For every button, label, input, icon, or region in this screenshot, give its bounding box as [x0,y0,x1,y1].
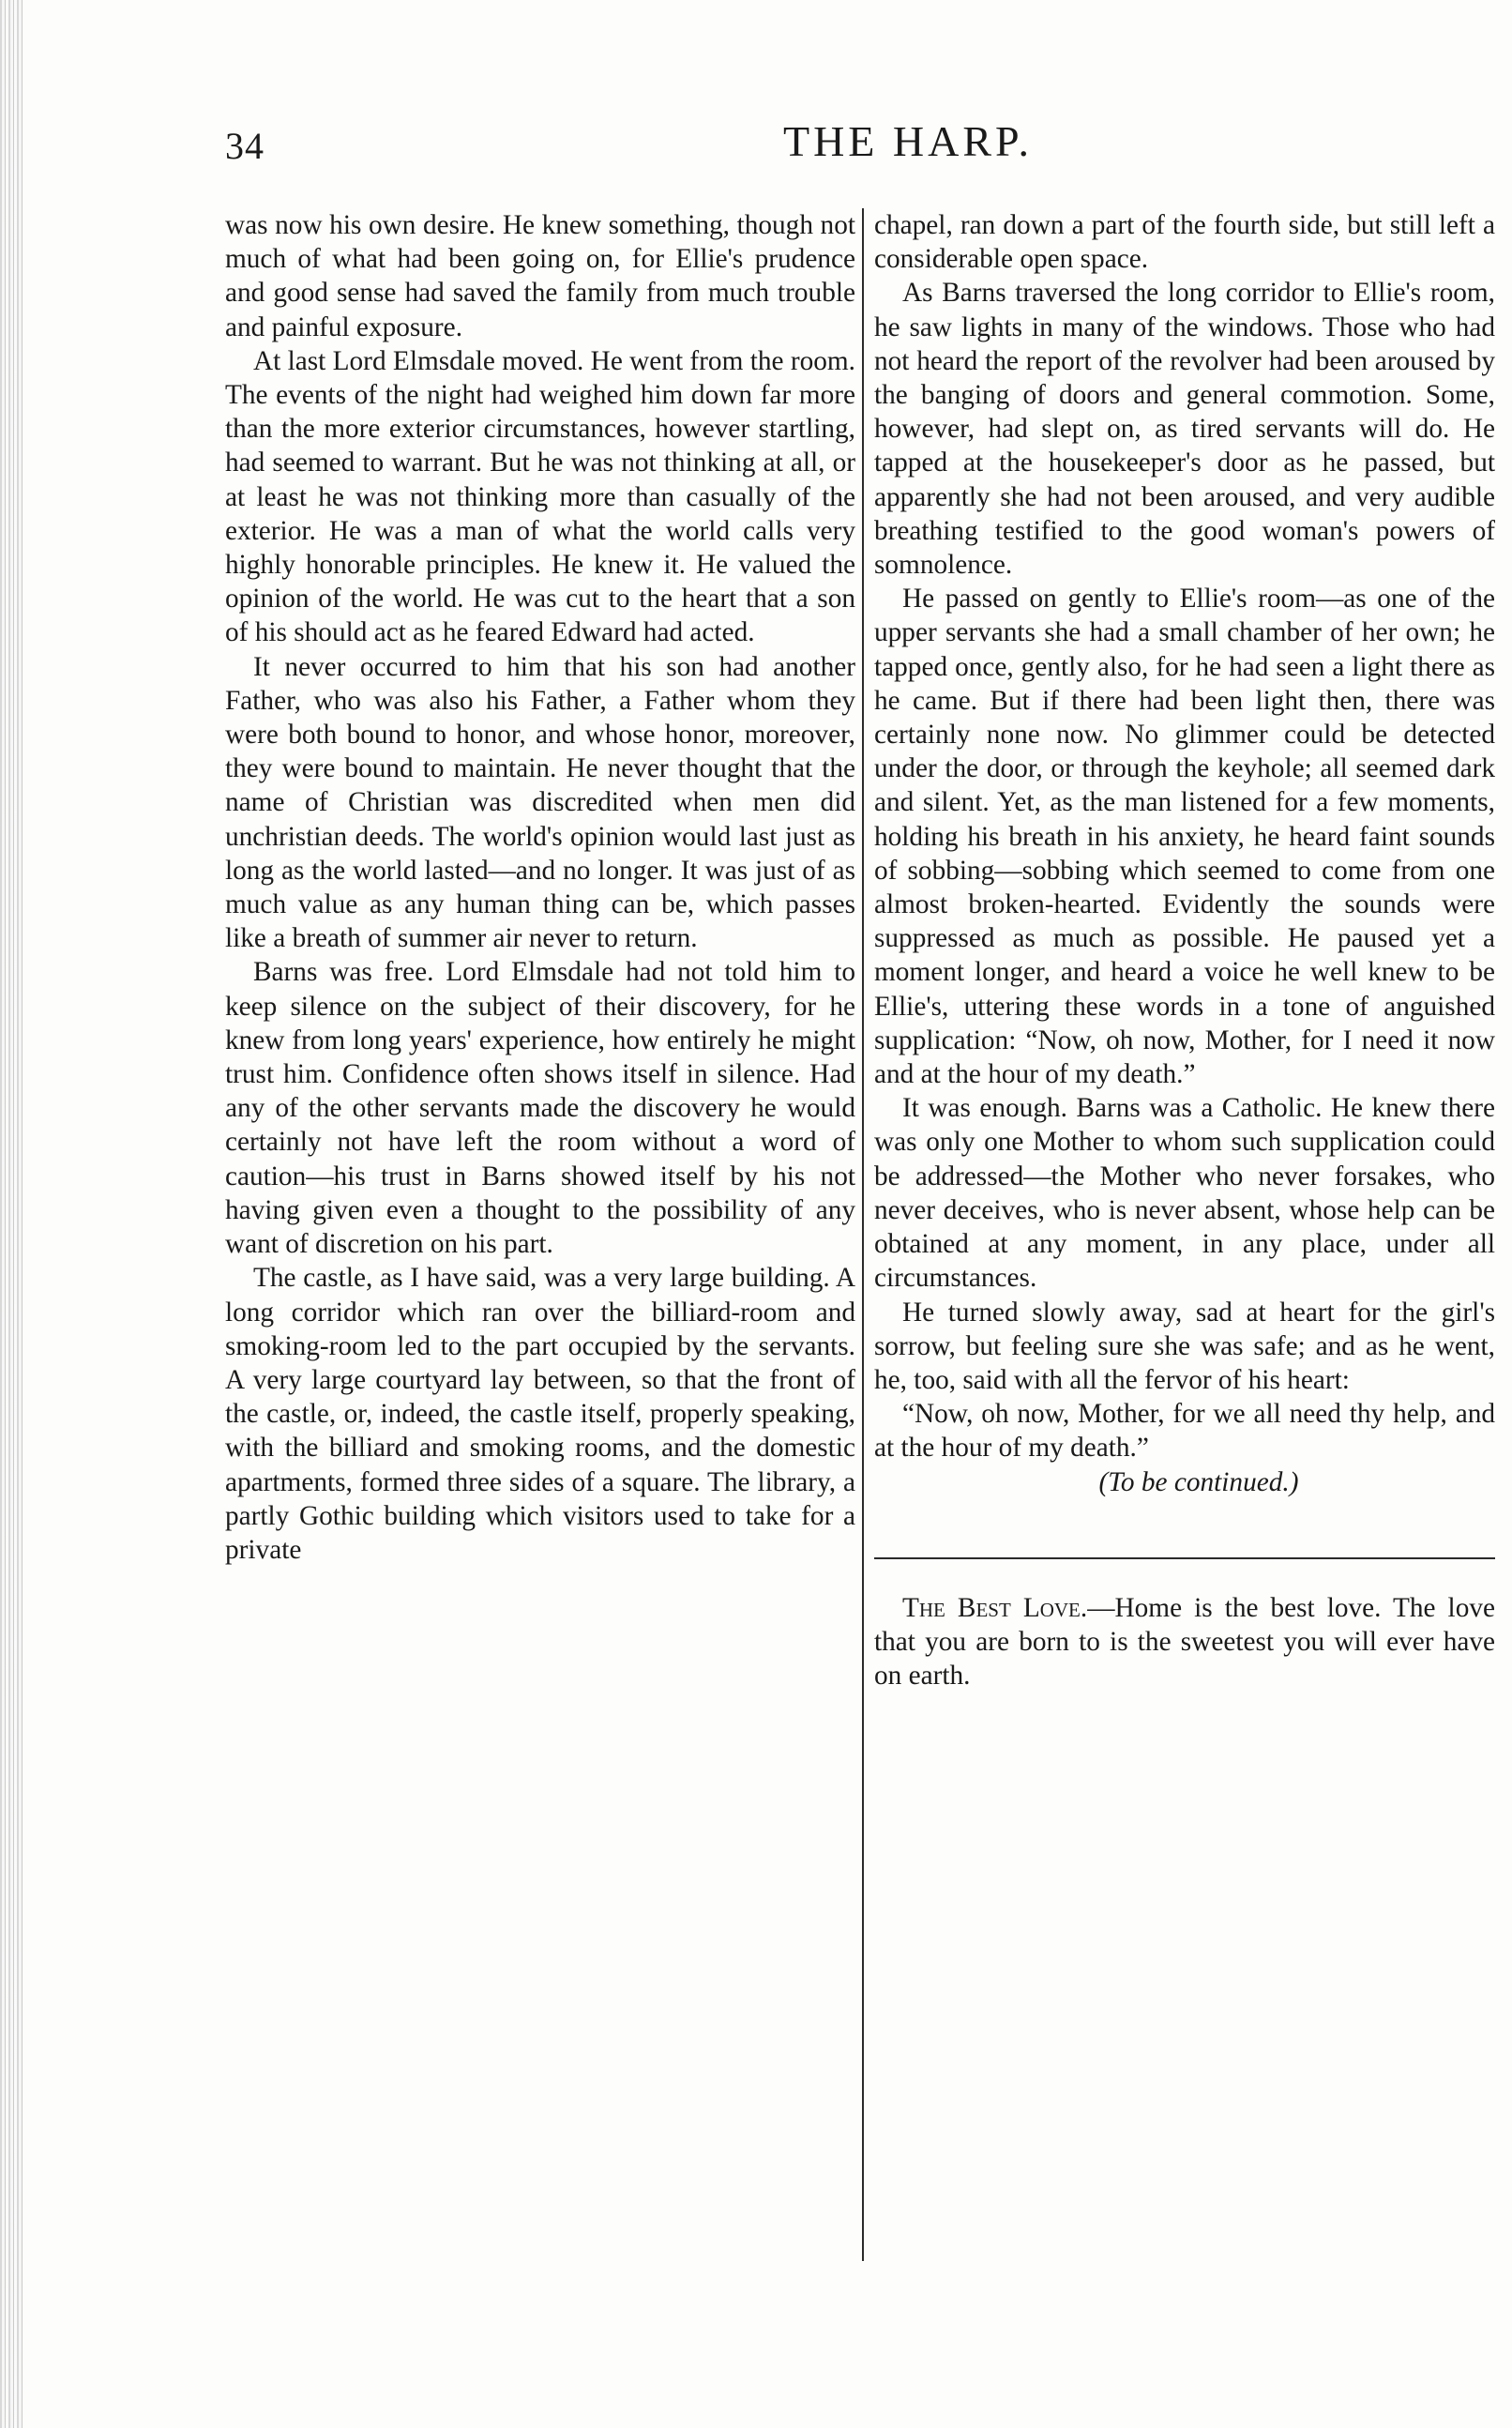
right-column [874,208,1495,1692]
page-number: 34 [225,125,265,167]
section-divider [874,1557,1495,1559]
binding-edge [0,0,23,2428]
paragraph: As Barns traversed the long corridor to Ellie's room, he saw lights in many of the windows. Those who had not heard the report of the revolver had been aroused by the banging of doors and general commotion. Some, however, had slept on, as tired servants will do. He tapped at the housekeeper's door as he passed, but apparently she had not been aroused, and very audible breathing testified to the good woman's powers of somnolence. [874,278,1495,581]
to-be-continued: (To be continued.) [1098,1466,1299,1497]
paragraph: It was enough. Barns was a Catholic. He knew there was only one Mother to whom such supplication could be addressed—the Mother who never forsakes, who never deceives, who is never absent, whose help can be obtained at any moment, in any place, under all circumstances. [874,1093,1495,1294]
paragraph: “Now, oh now, Mother, for we all need thy help, and at the hour of my death.” [874,1399,1495,1464]
page-header [214,116,1499,178]
paragraph: At last Lord Elmsdale moved. He went from the room. The events of the night had weighed him down far more than the more exterior circumstances, however startling, had seemed to warrant. But he was not thinking at all, or at least he was not thinking more than casually of the exterior. He was a man of what the world calls very highly honorable principles. He knew it. He valued the opinion of the world. He was cut to the heart that a son of his should act as he feared Edward had acted. [225,345,855,648]
paragraph: was now his own desire. He knew something, though not much of what had been going on, for Ellie's prudence and good sense had saved the family from much trouble and painful exposure. [225,210,855,342]
best-love-paragraph [874,1591,1495,1693]
best-love-text: —Home is the best love. The love that you are born to is the sweetest you will ever have on earth. [874,1592,1495,1692]
paragraph: chapel, ran down a part of the fourth side, but still left a considerable open space. [874,210,1495,275]
paragraph: He passed on gently to Ellie's room—as one of the upper servants she had a small chamber of her own; he tapped once, gently also, for he had seen a light there as he came. But if there had been light then, there was certainly none now. No glimmer could be detected under the door, or through the keyhole; all seemed dark and silent. Yet, as the man listened for a few moments, holding his breath in his anxiety, he heard faint sounds of sobbing—sobbing which seemed to come from one almost broken-hearted. Evidently the sounds were suppressed as much as possible. He paused yet a moment longer, and heard a voice he well knew to be Ellie's, uttering these words in a tone of anguished supplication: “Now, oh now, Mother, for I need it now and at the hour of my death.” [874,584,1495,1090]
running-title: THE HARP. [782,117,1034,165]
left-column [225,208,855,1567]
paragraph: It never occurred to him that his son had another Father, who was also his Father, a Father whom they were both bound to honor, and whose honor, moreover, they were bound to maintain. He never thought that the name of Christian was discredited when men did unchristian deeds. The world's opinion would last just as long as the world lasted—and no longer. It was just of as much value as any human thing can be, which passes like a breath of summer air never to return. [225,651,855,954]
best-love-heading: The Best Love. [902,1592,1088,1623]
column-divider [862,208,864,2261]
paragraph: He turned slowly away, sad at heart for the girl's sorrow, but feeling sure she was safe; and as he went, he, too, said with all the fervor of his heart: [874,1297,1495,1395]
paragraph: Barns was free. Lord Elmsdale had not told him to keep silence on the subject of their discovery, for he knew from long years' experience, how entirely he might trust him. Confidence often shows itself in silence. Had any of the other servants made the discovery he would certainly not have left the room without a word of caution—his trust in Barns showed itself by his not having given even a thought to the possibility of any want of discretion on his part. [225,957,855,1260]
paragraph: The castle, as I have said, was a very large building. A long corridor which ran over the billiard-room and smoking-room led to the part occupied by the servants. A very large courtyard lay between, so that the front of the castle, or, indeed, the castle itself, properly speaking, with the billiard and smoking rooms, and the domestic apartments, formed three sides of a square. The library, a partly Gothic building which visitors used to take for a private [225,1263,855,1565]
